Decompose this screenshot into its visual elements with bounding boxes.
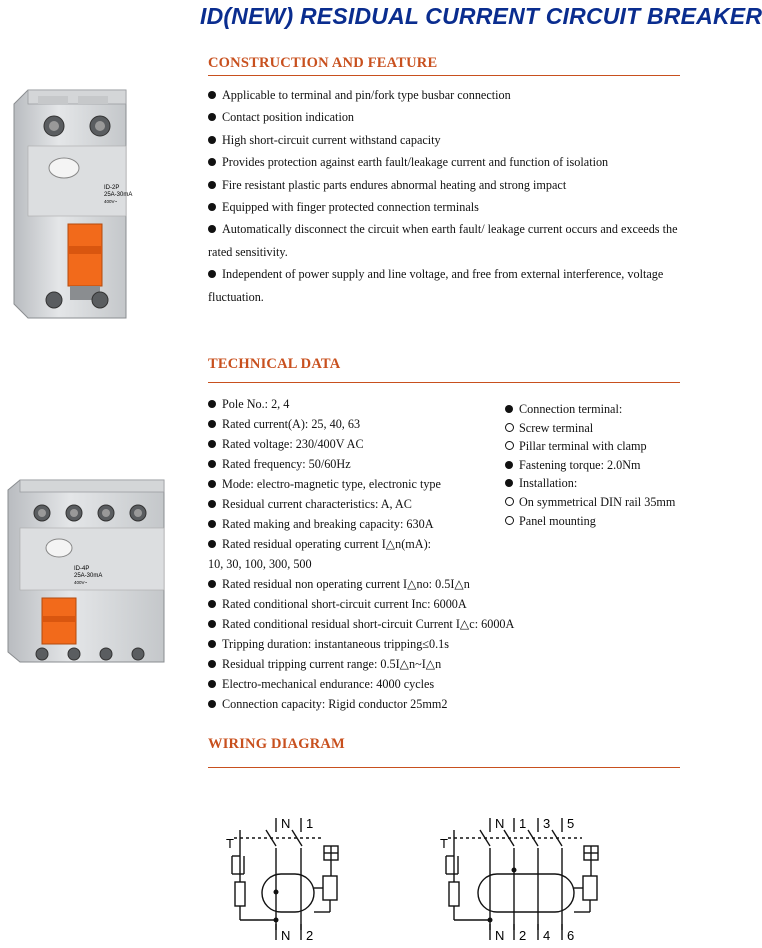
bullet-icon xyxy=(208,640,216,648)
bullet-icon xyxy=(208,660,216,668)
bullet-icon xyxy=(208,520,216,528)
feature-item: High short-circuit current withstand capacity xyxy=(208,129,680,151)
spec-item: Rated residual operating current I△n(mA): xyxy=(208,534,538,554)
open-bullet-icon xyxy=(505,441,514,450)
four-pole-wiring-diagram xyxy=(440,812,610,946)
terminal-top-n: N xyxy=(281,816,291,831)
spec-item: Rated making and breaking capacity: 630A xyxy=(208,514,538,534)
bullet-icon xyxy=(208,420,216,428)
bullet-icon xyxy=(208,203,216,211)
terminal-bottom-n: N xyxy=(495,928,505,943)
bullet-icon xyxy=(208,680,216,688)
spec-item: Electro-mechanical endurance: 4000 cycles xyxy=(208,674,538,694)
bullet-icon xyxy=(208,500,216,508)
bullet-icon xyxy=(208,700,216,708)
construction-heading: CONSTRUCTION AND FEATURE xyxy=(208,55,438,71)
spec-item: Fastening torque: 2.0Nm xyxy=(505,456,685,475)
technical-heading: TECHNICAL DATA xyxy=(208,356,341,372)
bullet-icon xyxy=(208,270,216,278)
spec-item: Mode: electro-magnetic type, electronic type xyxy=(208,474,538,494)
terminal-top-n: N xyxy=(495,816,505,831)
two-pole-wiring-diagram xyxy=(226,812,376,946)
spec-item: Connection capacity: Rigid conductor 25mm2 xyxy=(208,694,538,714)
feature-item: Applicable to terminal and pin/fork type busbar connection xyxy=(208,84,680,106)
terminal-top-1: 1 xyxy=(519,816,527,831)
four-pole-voltage-label: 400V~ xyxy=(74,580,88,585)
feature-item-continuation: fluctuation. xyxy=(208,289,264,304)
bullet-icon xyxy=(208,158,216,166)
feature-item: Independent of power supply and line voltage, and free from external interference, voltage xyxy=(208,263,680,285)
spec-item: Installation: xyxy=(505,474,685,493)
bullet-icon xyxy=(208,480,216,488)
terminal-bottom-4: 4 xyxy=(543,928,551,943)
spec-item: Connection terminal: xyxy=(505,400,685,419)
bullet-icon xyxy=(208,600,216,608)
technical-list-right xyxy=(505,400,685,530)
two-pole-rating-label: 25A-30mA xyxy=(104,192,133,198)
technical-list-left xyxy=(208,394,538,714)
bullet-icon xyxy=(208,580,216,588)
bullet-icon xyxy=(208,460,216,468)
bullet-icon xyxy=(208,91,216,99)
bullet-icon xyxy=(208,113,216,121)
spec-item-continuation: 10, 30, 100, 300, 500 xyxy=(208,557,312,571)
terminal-bottom-2: 2 xyxy=(306,928,314,943)
construction-rule xyxy=(208,75,680,76)
two-pole-voltage-label: 400V~ xyxy=(104,199,118,204)
bullet-icon xyxy=(208,400,216,408)
open-bullet-icon xyxy=(505,497,514,506)
open-bullet-icon xyxy=(505,423,514,432)
spec-subitem: Panel mounting xyxy=(505,512,685,531)
spec-item: Residual current characteristics: A, AC xyxy=(208,494,538,514)
feature-item: Contact position indication xyxy=(208,106,680,128)
feature-item: Equipped with finger protected connection terminals xyxy=(208,196,680,218)
spec-item: Pole No.: 2, 4 xyxy=(208,394,538,414)
test-label: T xyxy=(226,836,234,851)
two-pole-model-label: ID-2P xyxy=(104,185,120,191)
spec-subitem: Pillar terminal with clamp xyxy=(505,437,685,456)
wiring-rule xyxy=(208,767,680,768)
terminal-top-1: 1 xyxy=(306,816,314,831)
spec-item: Rated voltage: 230/400V AC xyxy=(208,434,538,454)
bullet-icon xyxy=(505,479,513,487)
terminal-bottom-2: 2 xyxy=(519,928,527,943)
terminal-bottom-6: 6 xyxy=(567,928,575,943)
spec-item: Rated current(A): 25, 40, 63 xyxy=(208,414,538,434)
bullet-icon xyxy=(208,181,216,189)
spec-subitem: On symmetrical DIN rail 35mm xyxy=(505,493,685,512)
feature-item: Fire resistant plastic parts endures abnormal heating and strong impact xyxy=(208,174,680,196)
bullet-icon xyxy=(208,540,216,548)
bullet-icon xyxy=(505,405,513,413)
feature-list xyxy=(208,84,680,308)
bullet-icon xyxy=(505,461,513,469)
feature-item-continuation: rated sensitivity. xyxy=(208,244,288,259)
wiring-heading: WIRING DIAGRAM xyxy=(208,736,345,752)
spec-item: Rated residual non operating current I△no: 0.5I△n xyxy=(208,574,538,594)
feature-item: Automatically disconnect the circuit when earth fault/ leakage current occurs and exceeds the xyxy=(208,218,680,240)
bullet-icon xyxy=(208,620,216,628)
feature-item: Provides protection against earth fault/leakage current and function of isolation xyxy=(208,151,680,173)
two-pole-breaker-image xyxy=(8,86,136,324)
spec-item: Rated conditional residual short-circuit Current I△c: 6000A xyxy=(208,614,538,634)
technical-rule xyxy=(208,382,680,383)
spec-item: Rated conditional short-circuit current Inc: 6000A xyxy=(208,594,538,614)
test-label: T xyxy=(440,836,448,851)
four-pole-model-label: ID-4P xyxy=(74,566,90,572)
terminal-top-5: 5 xyxy=(567,816,575,831)
terminal-bottom-n: N xyxy=(281,928,291,943)
bullet-icon xyxy=(208,136,216,144)
open-bullet-icon xyxy=(505,516,514,525)
spec-item: Tripping duration: instantaneous tripping≤0.1s xyxy=(208,634,538,654)
four-pole-rating-label: 25A-30mA xyxy=(74,573,103,579)
bullet-icon xyxy=(208,440,216,448)
four-pole-breaker-image xyxy=(4,476,174,668)
bullet-icon xyxy=(208,225,216,233)
page-title: ID(NEW) RESIDUAL CURRENT CIRCUIT BREAKER xyxy=(200,3,762,29)
spec-item: Rated frequency: 50/60Hz xyxy=(208,454,538,474)
spec-item: Residual tripping current range: 0.5I△n~I△n xyxy=(208,654,538,674)
spec-subitem: Screw terminal xyxy=(505,419,685,438)
terminal-top-3: 3 xyxy=(543,816,551,831)
